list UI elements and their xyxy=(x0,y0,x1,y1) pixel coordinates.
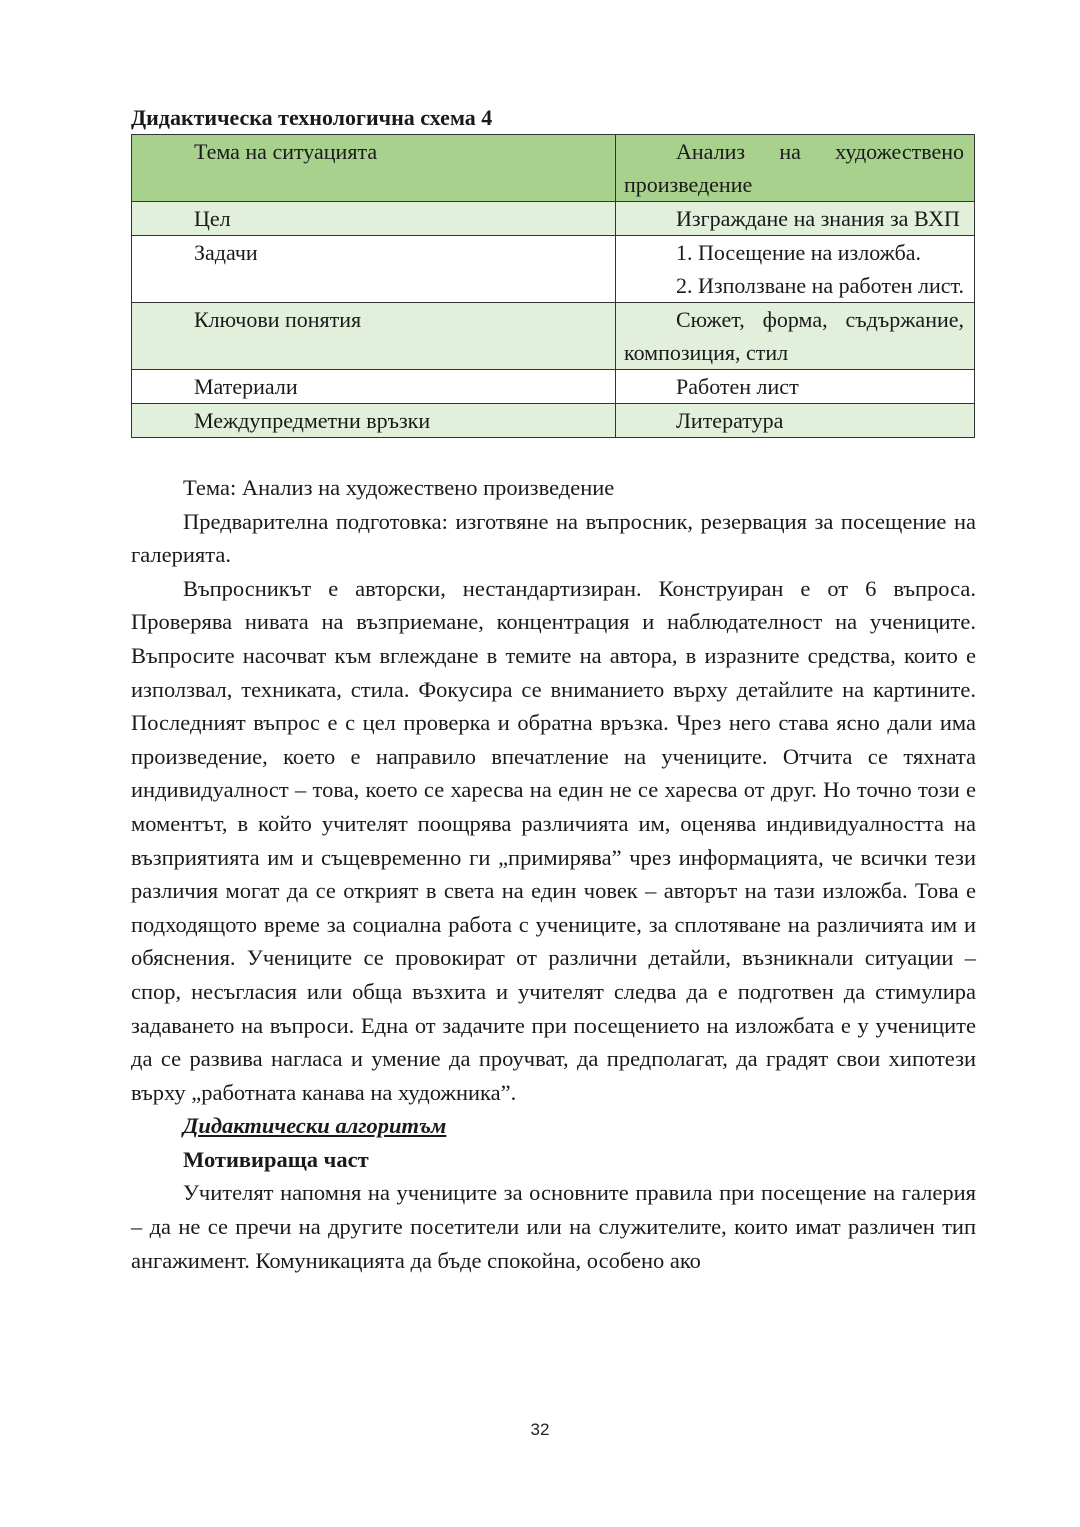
paragraph-topic: Тема: Анализ на художествено произведение xyxy=(183,475,615,500)
paragraph-preparation: Предварителна подготовка: изготвяне на въпросник, резервация за посещение на галерията. xyxy=(131,508,976,568)
row-label: Тема на ситуацията xyxy=(132,135,616,202)
paragraph-rules: Учителят напомня на учениците за основните правила при посещение на галерия – да не се пречи на другите посетители или на служителите, които имат различен тип ангажимент. Комуникацията да бъде спокойна, особено ако xyxy=(131,1180,976,1273)
table-row xyxy=(132,135,975,202)
row-value xyxy=(616,236,975,303)
row-label: Задачи xyxy=(132,236,616,303)
document-page xyxy=(131,104,976,1277)
row-label: Ключови понятия xyxy=(132,303,616,370)
page-number: 32 xyxy=(530,1420,550,1439)
row-value xyxy=(616,303,975,370)
task-item: 1. Посещение на изложба. xyxy=(676,240,922,265)
table-row xyxy=(132,202,975,236)
table-row xyxy=(132,303,975,370)
table-row xyxy=(132,370,975,404)
row-value xyxy=(616,135,975,202)
row-label: Материали xyxy=(132,370,616,404)
row-label: Цел xyxy=(132,202,616,236)
table-row xyxy=(132,404,975,438)
task-item: 2. Използване на работен лист. xyxy=(676,273,964,298)
scheme-table xyxy=(131,134,975,438)
table-row xyxy=(132,236,975,303)
row-value xyxy=(616,404,975,438)
row-value-text: Работен лист xyxy=(676,374,799,399)
row-value-text: Литература xyxy=(676,408,784,433)
heading-didactic-algorithm: Дидактически алгоритъм xyxy=(183,1113,447,1139)
body-text xyxy=(131,471,976,1277)
scheme-title: Дидактическа технологична схема 4 xyxy=(131,105,493,130)
row-value-text: Анализ на художествено произведение xyxy=(624,139,964,197)
row-value xyxy=(616,202,975,236)
row-value-text: Изграждане на знания за ВХП xyxy=(676,206,960,231)
row-value xyxy=(616,370,975,404)
paragraph-questionnaire: Въпросникът е авторски, нестандартизиран. Конструиран е от 6 въпроса. Проверява нивата на възприемане, концентрация и наблюдателност на учениците. Въпросите насочват към вглеждане в темите на автора, в изразните средства, които е използвал, техниката, стила. Фокусира се вниманието върху детайлите на картините. Последният въпрос е с цел проверка и обратна връзка. Чрез него става ясно дали има произведение, което е направило впечатление на учениците. Отчита се тяхната индивидуалност – това, което се харесва на един не се харесва от друг. Но точно този е моментът, в който учителят поощрява различията им, оценява индивидуалността на възприятията им и същевременно ги „примирява” чрез информацията, че всички тези различия могат да се открият в света на един човек – авторът на тази изложба. Това е подходящото време за социална работа с учениците, за сплотяване на различията им и обяснения. Учениците се провокират от различни детайли, възникнали ситуации – спор, несъгласия или обща възхита и учителят следва да е подготвен да стимулира задаването на въпроси. Една от задачите при посещението на изложбата е у учениците да се развива нагласа и умение да проучват, да предполагат, да градят свои хипотези върху „работната канава на художника”. xyxy=(131,575,976,1105)
heading-motivating-part: Мотивираща част xyxy=(183,1146,369,1172)
row-value-text: Сюжет, форма, съдържание, композиция, стил xyxy=(624,307,964,365)
row-label: Междупредметни връзки xyxy=(132,404,616,438)
